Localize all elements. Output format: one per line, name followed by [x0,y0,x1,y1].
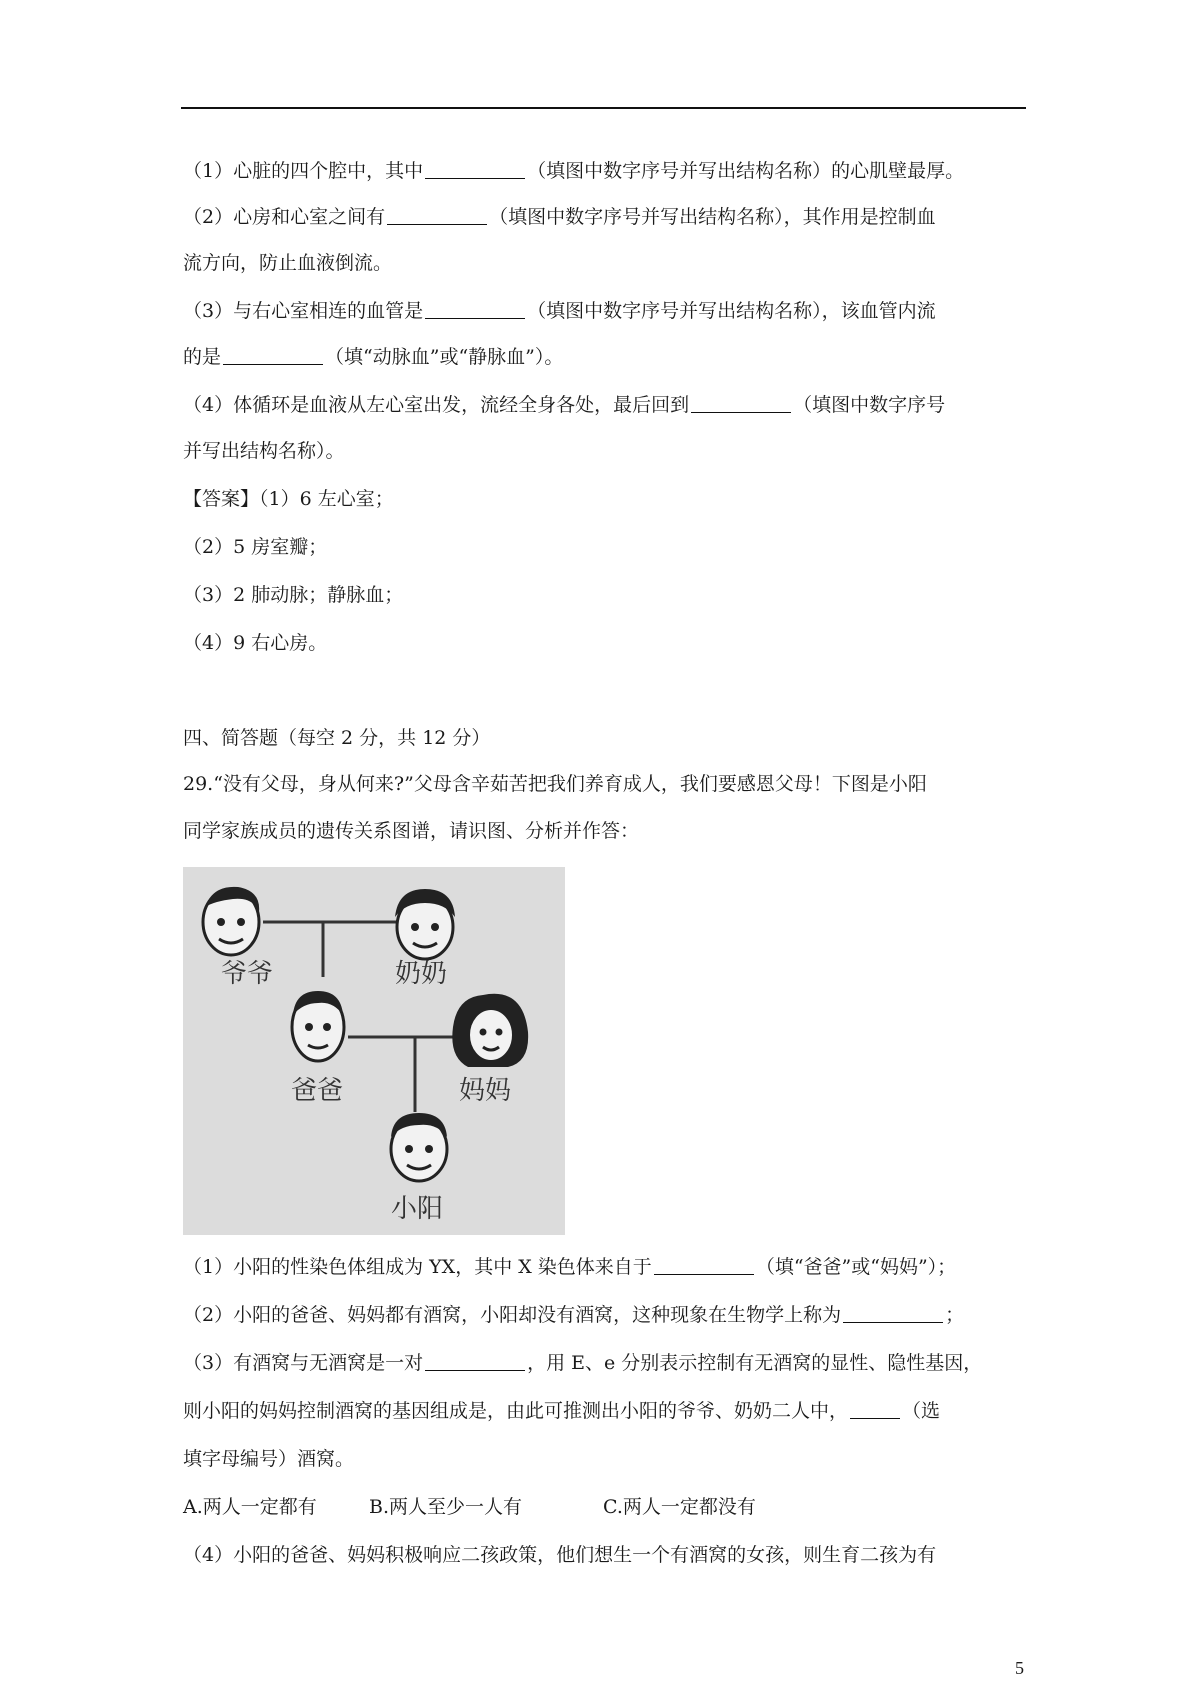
q29-part3-cont2: 填字母编号）酒窝。 [183,1448,355,1470]
q29-part3-cont: 则小阳的妈妈控制酒窝的基因组成是，由此可推测出小阳的爷爷、奶奶二人中， （选 [183,1400,941,1422]
option-c[interactable]: C.两人一定都没有 [603,1496,756,1518]
grandpa-label: 爷爷 [221,959,274,989]
q29-part4: （4）小阳的爸爸、妈妈积极响应二孩政策，他们想生一个有酒窝的女孩，则生育二孩为有 [183,1544,937,1566]
answer-blank[interactable] [850,1400,900,1419]
dad-label: 爸爸 [291,1076,344,1106]
family-pedigree-figure [183,867,565,1235]
q29-part3: （3）有酒窝与无酒窝是一对 ，用 E、e 分别表示控制有无酒窝的显性、隐性基因， [183,1352,983,1374]
answer-line-2: （2）5 房室瓣； [183,536,328,558]
answer-blank[interactable] [691,394,791,413]
q28-part3-cont: 的是 （填“动脉血”或“静脉血”）。 [183,346,564,368]
page-number: 5 [1015,1658,1024,1678]
answer-line-4: （4）9 右心房。 [183,632,328,654]
answer-blank[interactable] [425,160,525,179]
q28-part3: （3）与右心室相连的血管是 （填图中数字序号并写出结构名称），该血管内流 [183,300,936,322]
answer-line-1: 【答案】（1）6 左心室； [183,488,394,510]
mom-face-icon [452,994,528,1067]
header-rule [181,107,1026,109]
answer-blank[interactable] [843,1304,943,1323]
answer-blank[interactable] [223,346,323,365]
q28-part2-cont: 流方向，防止血液倒流。 [183,252,393,274]
q28-part1: （1）心脏的四个腔中，其中 （填图中数字序号并写出结构名称）的心肌壁最厚。 [183,160,965,182]
answer-line-3: （3）2 肺动脉；静脉血； [183,584,404,606]
q29-part2: （2）小阳的爸爸、妈妈都有酒窝，小阳却没有酒窝，这种现象在生物学上称为 ； [183,1304,965,1326]
child-face-icon [391,1113,447,1181]
section-heading: 四、简答题（每空 2 分，共 12 分） [183,727,491,749]
q28-part4: （4）体循环是血液从左心室出发，流经全身各处，最后回到 （填图中数字序号 [183,394,946,416]
mom-label: 妈妈 [459,1076,512,1106]
answer-blank[interactable] [425,300,525,319]
q29-intro-1: 29.“没有父母，身从何来?”父母含辛茹苦把我们养育成人，我们要感恩父母！下图是小阳 [183,773,927,795]
q29-intro-2: 同学家族成员的遗传关系图谱，请识图、分析并作答： [183,820,640,842]
grandma-face-icon [395,889,455,959]
answer-blank[interactable] [425,1352,525,1371]
option-b[interactable]: B.两人至少一人有 [369,1496,523,1518]
grandma-label: 奶奶 [395,959,448,989]
dad-face-icon [292,991,344,1061]
child-label: 小阳 [391,1194,444,1224]
q29-options [183,1493,756,1521]
q28-part2: （2）心房和心室之间有 （填图中数字序号并写出结构名称），其作用是控制血 [183,206,936,228]
option-a[interactable]: A.两人一定都有 [183,1496,317,1518]
q29-part1: （1）小阳的性染色体组成为 YX，其中 X 染色体来自于 （填“爸爸”或“妈妈”）； [183,1256,957,1278]
grandpa-face-icon [203,887,259,955]
answer-blank[interactable] [387,206,487,225]
q28-part4-cont: 并写出结构名称）。 [183,440,345,462]
answer-blank[interactable] [654,1256,754,1275]
